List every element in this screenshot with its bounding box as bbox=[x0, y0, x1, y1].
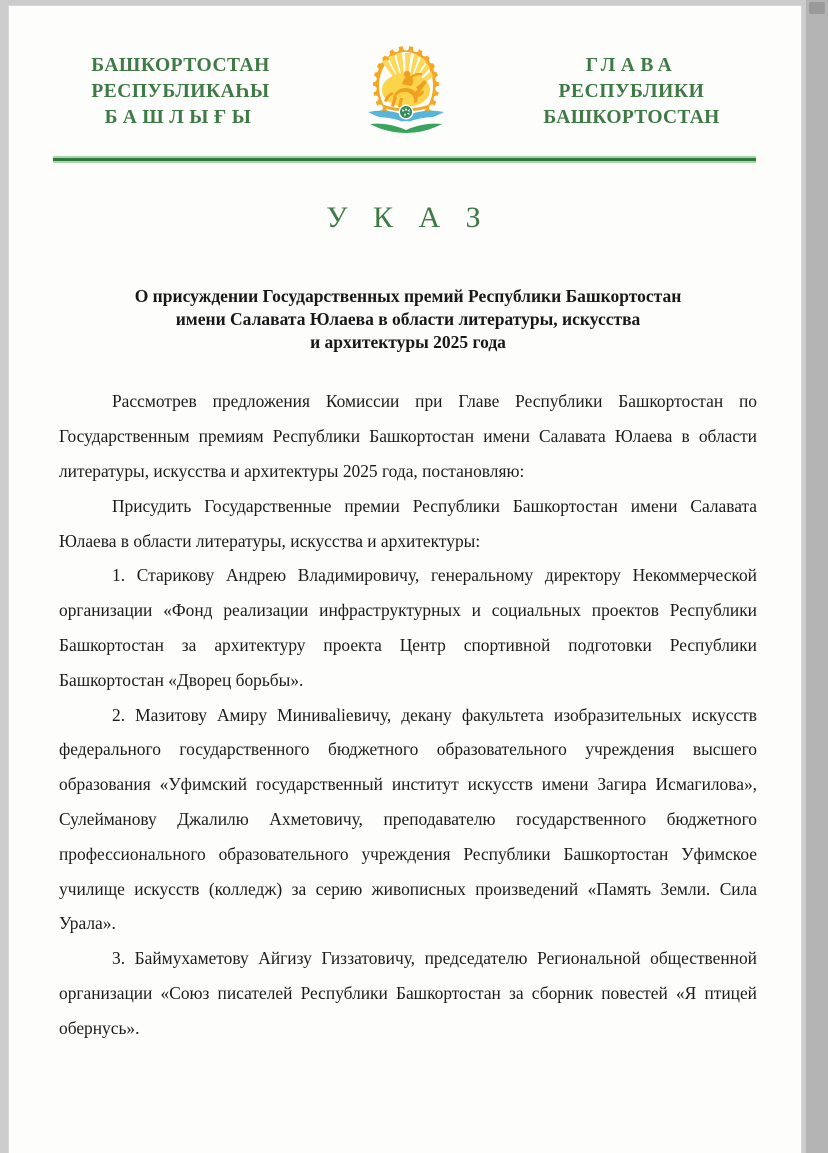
coat-of-arms-icon bbox=[360, 42, 452, 142]
paragraph-award-item-2: 2. Мазитову Амиру Миниваliевичу, декану факультета изобразительных искусств федерального государственного бюджетного образовательного учреждения высшего образования «Уфимский государственный институт искусств имени Загира Исмагилова», Сулейманову Джалилю Ахметовичу, преподавателю государственного бюджетного профессионального образовательного учреждения Республики Башкортостан Уфимское училище искусств (колледж) за серию живописных произведений «Память Земли. Сила Урала». bbox=[59, 704, 757, 934]
bashkir-title-line-1: БАШКОРТОСТАН bbox=[91, 55, 270, 77]
russian-title-line-1: ГЛАВА bbox=[585, 55, 678, 77]
letterhead-divider bbox=[53, 156, 756, 163]
russian-title-line-2: РЕСПУБЛИКИ bbox=[558, 81, 705, 103]
paragraph-preamble: Рассмотрев предложения Комиссии при Главе Республики Башкортостан по Государственным премиям Республики Башкортостан имени Салавата Юлаева в области литературы, искусства и архитектуры 2025 года, постановляю: bbox=[59, 391, 757, 481]
paragraph-award-intro: Присудить Государственные премии Республики Башкортостан имени Салавата Юлаева в области литературы, искусства и архитектуры: bbox=[59, 495, 757, 551]
russian-title-line-3: БАШКОРТОСТАН bbox=[543, 106, 720, 128]
letterhead-bashkir-title bbox=[53, 53, 308, 131]
emblem-container bbox=[358, 42, 454, 142]
paragraph-award-item-3: 3. Баймухаметову Айгизу Гиззатовичу, председателю Региональной общественной организации «Союз писателей Республики Башкортостан за сборник повестей «Я птицей обернусь». bbox=[59, 948, 757, 1038]
document-text bbox=[59, 384, 757, 1045]
document-subtitle bbox=[59, 285, 757, 354]
divider-inner-line bbox=[53, 158, 756, 161]
subtitle-line-2: имени Салавата Юлаева в области литературы, искусства bbox=[175, 309, 641, 330]
document-body bbox=[9, 201, 801, 1046]
paragraph-award-item-1: 1. Старикову Андрею Владимировичу, генеральному директору Некоммерческой организации «Фонд реализации инфраструктурных и социальных проектов Республики Башкортостан за архитектуру проекта Центр спортивной подготовки Республики Башкортостан «Дворец борьбы». bbox=[59, 565, 757, 690]
subtitle-line-3: и архитектуры 2025 года bbox=[310, 332, 506, 353]
bashkir-title-line-2: РЕСПУБЛИКАҺЫ bbox=[91, 81, 270, 103]
bashkir-title-line-3: БАШЛЫҒЫ bbox=[104, 106, 257, 128]
vertical-scrollbar[interactable] bbox=[806, 0, 828, 1153]
letterhead-russian-title bbox=[504, 53, 759, 131]
document-heading: У К А З bbox=[326, 201, 490, 234]
scrollbar-thumb[interactable] bbox=[809, 2, 825, 14]
divider-outer-band bbox=[53, 156, 756, 163]
letterhead bbox=[9, 6, 801, 142]
subtitle-line-1: О присуждении Государственных премий Республики Башкортостан bbox=[134, 286, 682, 306]
document-page bbox=[9, 6, 801, 1153]
